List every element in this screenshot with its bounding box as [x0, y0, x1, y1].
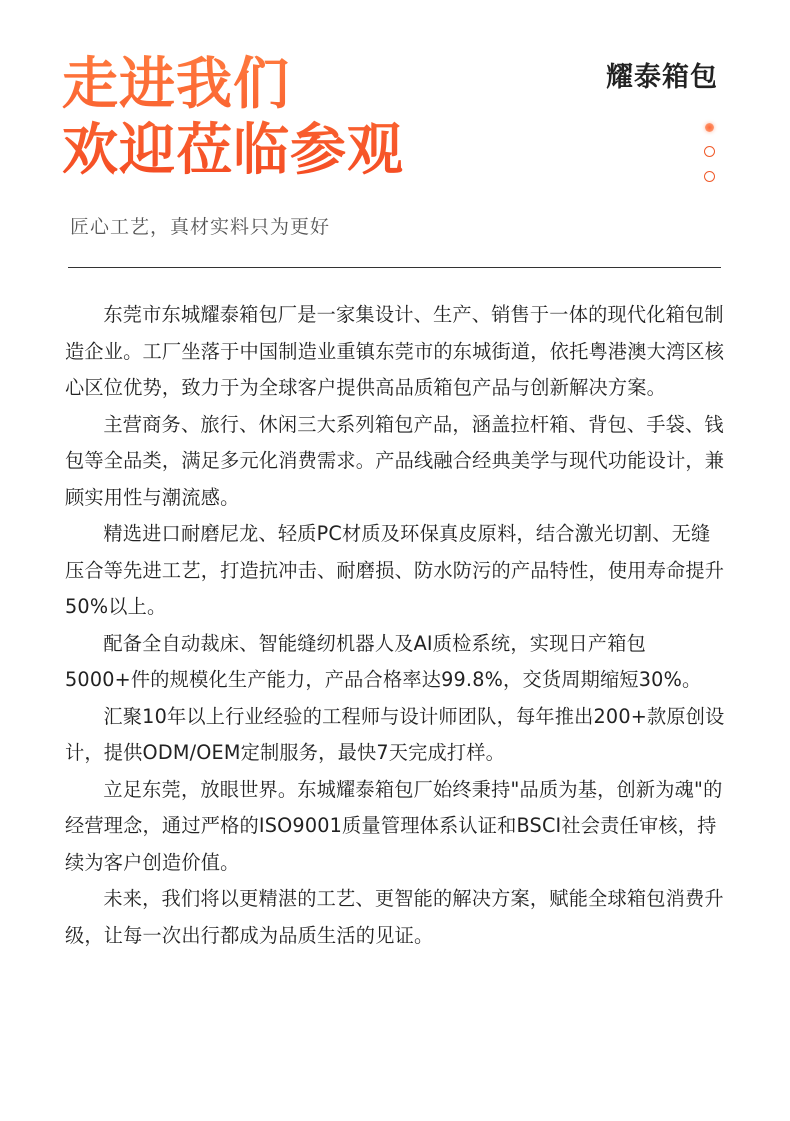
dot-filled-icon	[705, 123, 714, 132]
paragraph-philosophy: 立足东莞，放眼世界。东城耀泰箱包厂始终秉持"品质为基，创新为魂"的经营理念，通过严格的ISO9001质量管理体系认证和BSCI社会责任审核，持续为客户创造价值。	[65, 777, 723, 874]
headline-line-1: 走进我们	[62, 52, 290, 117]
headline-line-2: 欢迎莅临参观	[62, 118, 404, 183]
dot-ring-icon	[704, 146, 715, 157]
paragraph-team: 汇聚10年以上行业经验的工程师与设计师团队，每年推出200+款原创设计，提供ODM/OEM定制服务，最快7天完成打样。	[65, 704, 725, 764]
dot-ring-icon	[704, 171, 715, 182]
paragraph-materials: 精选进口耐磨尼龙、轻质PC材质及环保真皮原料，结合激光切割、无缝压合等先进工艺，打造抗冲击、耐磨损、防水防污的产品特性，使用寿命提升50%以上。	[65, 522, 725, 618]
divider	[68, 267, 721, 268]
paragraph-future: 未来，我们将以更精湛的工艺、更智能的解决方案，赋能全球箱包消费升级，让每一次出行都成为品质生活的见证。	[65, 887, 724, 947]
decorative-dots	[705, 123, 719, 196]
paragraph-production: 配备全自动裁床、智能缝纫机器人及AI质检系统，实现日产箱包5000+件的规模化生产能力，产品合格率达99.8%，交货周期缩短30%。	[65, 631, 702, 691]
paragraph-products: 主营商务、旅行、休闲三大系列箱包产品，涵盖拉杆箱、背包、手袋、钱包等全品类，满足多元化消费需求。产品线融合经典美学与现代功能设计，兼顾实用性与潮流感。	[65, 412, 725, 509]
tagline: 匠心工艺，真材实料只为更好	[70, 216, 331, 238]
brand-name: 耀泰箱包	[606, 62, 718, 93]
paragraph-intro: 东莞市东城耀泰箱包厂是一家集设计、生产、销售于一体的现代化箱包制造企业。工厂坐落于中国制造业重镇东莞市的东城街道，依托粤港澳大湾区核心区位优势，致力于为全球客户提供高品质箱包产品与创新解决方案。	[65, 303, 725, 399]
company-introduction	[65, 297, 725, 954]
page-headline	[62, 52, 404, 184]
